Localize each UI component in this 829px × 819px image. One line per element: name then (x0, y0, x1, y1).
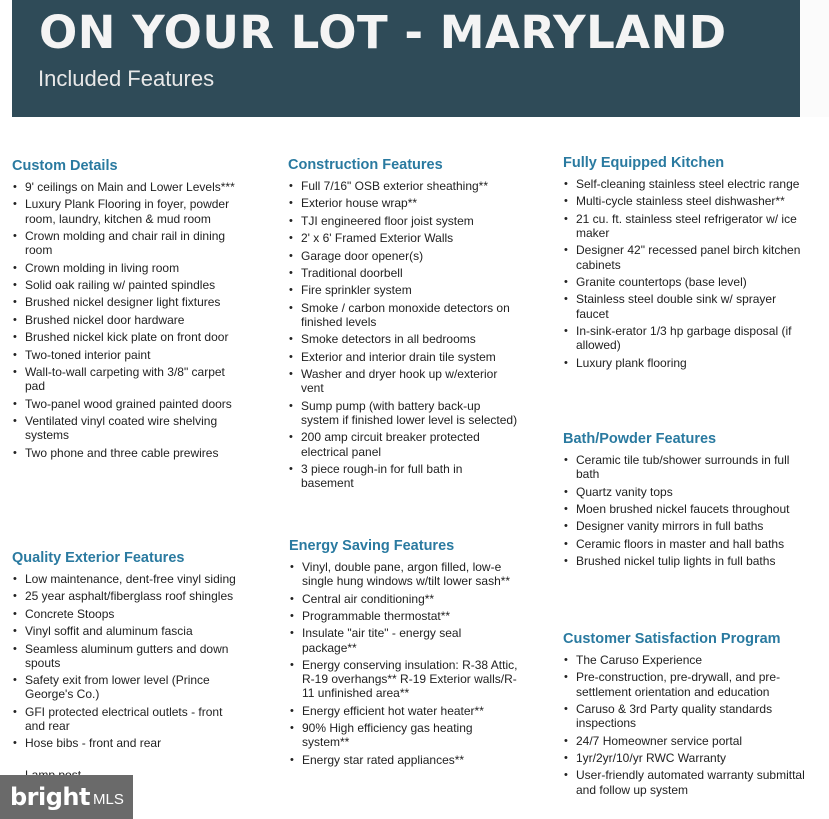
list-item: • Exterior house wrap** (288, 196, 518, 210)
list-item: • 3 piece rough-in for full bath in basement (288, 462, 518, 490)
section-heading: Fully Equipped Kitchen (563, 155, 725, 171)
list-item: • Crown molding and chair rail in dining room (12, 229, 247, 257)
list-item: • Fire sprinkler system (288, 283, 518, 297)
header-banner (12, 0, 800, 117)
watermark-brand: bright (10, 783, 90, 811)
list-item: • 1yr/2yr/10/yr RWC Warranty (563, 751, 808, 765)
list-item: • In-sink-erator 1/3 hp garbage disposal (if allowed) (563, 324, 803, 352)
list-item: • Two phone and three cable prewires (12, 446, 247, 460)
section-heading: Quality Exterior Features (12, 550, 185, 566)
section-heading: Customer Satisfaction Program (563, 631, 781, 647)
list-item: • Programmable thermostat** (289, 609, 519, 623)
list-item: • 2' x 6' Framed Exterior Walls (288, 231, 518, 245)
list-item: • Designer 42" recessed panel birch kitchen cabinets (563, 243, 803, 271)
section-energy-saving (289, 538, 519, 770)
list-item: • Quartz vanity tops (563, 485, 803, 499)
list-item: • Caruso & 3rd Party quality standards inspections (563, 702, 808, 730)
section-bath (563, 431, 803, 572)
list-item: • 24/7 Homeowner service portal (563, 734, 808, 748)
list-item: • Safety exit from lower level (Prince George's Co.) (12, 673, 242, 701)
feature-list (563, 453, 803, 568)
list-item: • Seamless aluminum gutters and down spouts (12, 642, 242, 670)
list-item: • Exterior and interior drain tile system (288, 350, 518, 364)
list-item: • Low maintenance, dent-free vinyl siding (12, 572, 242, 586)
section-heading: Bath/Powder Features (563, 431, 717, 447)
feature-list (288, 179, 518, 490)
list-item: • Concrete Stoops (12, 607, 242, 621)
list-item: • Energy conserving insulation: R-38 Attic, R-19 overhangs** R-19 Exterior walls/R-11 unfinished area** (289, 658, 519, 701)
section-customer-satisfaction (563, 631, 808, 800)
list-item: • Ceramic floors in master and hall baths (563, 537, 803, 551)
section-construction (288, 157, 518, 493)
list-item: • Two-toned interior paint (12, 348, 247, 362)
page-subtitle: Included Features (38, 66, 215, 91)
list-item: • Solid oak railing w/ painted spindles (12, 278, 247, 292)
list-item: • Central air conditioning** (289, 592, 519, 606)
list-item: • The Caruso Experience (563, 653, 808, 667)
list-item: • Self-cleaning stainless steel electric range (563, 177, 803, 191)
list-item: • TJI engineered floor joist system (288, 214, 518, 228)
list-item: • Ceramic tile tub/shower surrounds in full bath (563, 453, 803, 481)
feature-list (563, 653, 808, 797)
list-item: • Full 7/16" OSB exterior sheathing** (288, 179, 518, 193)
list-item: • Brushed nickel door hardware (12, 313, 247, 327)
list-item: • Pre-construction, pre-drywall, and pre-settlement orientation and education (563, 670, 808, 698)
list-item: • Vinyl, double pane, argon filled, low-e single hung windows w/tilt lower sash** (289, 560, 519, 588)
list-item: • Ventilated vinyl coated wire shelving systems (12, 414, 247, 442)
section-custom-details (12, 158, 247, 463)
list-item: • Vinyl soffit and aluminum fascia (12, 624, 242, 638)
list-item: • Insulate "air tite" - energy seal package** (289, 626, 519, 654)
section-kitchen (563, 155, 803, 373)
list-item: • Luxury plank flooring (563, 356, 803, 370)
feature-list (12, 180, 247, 460)
list-item: • User-friendly automated warranty submittal and follow up system (563, 768, 808, 796)
list-item: • Washer and dryer hook up w/exterior vent (288, 367, 518, 395)
section-heading: Construction Features (288, 157, 443, 173)
list-item: • Sump pump (with battery back-up system if finished lower level is selected) (288, 399, 518, 427)
list-item: • GFI protected electrical outlets - front and rear (12, 705, 242, 733)
feature-list (563, 177, 803, 370)
brightmls-watermark (0, 775, 133, 819)
list-item: • Luxury Plank Flooring in foyer, powder room, laundry, kitchen & mud room (12, 197, 247, 225)
list-item: • Crown molding in living room (12, 261, 247, 275)
list-item: • Energy efficient hot water heater** (289, 704, 519, 718)
list-item: • 9' ceilings on Main and Lower Levels*** (12, 180, 247, 194)
watermark-suffix: MLS (92, 790, 124, 808)
list-item: • Moen brushed nickel faucets throughout (563, 502, 803, 516)
list-item: • Hose bibs - front and rear (12, 736, 242, 750)
list-item: • Wall-to-wall carpeting with 3/8" carpet pad (12, 365, 247, 393)
list-item: • Garage door opener(s) (288, 249, 518, 263)
list-item: • Traditional doorbell (288, 266, 518, 280)
section-quality-exterior (12, 550, 242, 754)
list-item: • Stainless steel double sink w/ sprayer faucet (563, 292, 803, 320)
list-item: • Energy star rated appliances** (289, 753, 519, 767)
feature-list (12, 572, 242, 751)
list-item: • 200 amp circuit breaker protected electrical panel (288, 430, 518, 458)
list-item: • Two-panel wood grained painted doors (12, 397, 247, 411)
list-item: • 25 year asphalt/fiberglass roof shingles (12, 589, 242, 603)
list-item: • Granite countertops (base level) (563, 275, 803, 289)
list-item: • 90% High efficiency gas heating system** (289, 721, 519, 749)
section-heading: Energy Saving Features (289, 538, 455, 554)
list-item: • Brushed nickel kick plate on front door (12, 330, 247, 344)
list-item: • 21 cu. ft. stainless steel refrigerator w/ ice maker (563, 212, 803, 240)
list-item: • Brushed nickel tulip lights in full baths (563, 554, 803, 568)
banner-edge (800, 0, 829, 117)
feature-list (289, 560, 519, 767)
section-heading: Custom Details (12, 158, 118, 174)
list-item: • Smoke detectors in all bedrooms (288, 332, 518, 346)
list-item: • Brushed nickel designer light fixtures (12, 295, 247, 309)
list-item: • Designer vanity mirrors in full baths (563, 519, 803, 533)
page-title: ON YOUR LOT - MARYLAND (39, 6, 727, 59)
list-item: • Smoke / carbon monoxide detectors on finished levels (288, 301, 518, 329)
list-item: • Multi-cycle stainless steel dishwasher** (563, 194, 803, 208)
